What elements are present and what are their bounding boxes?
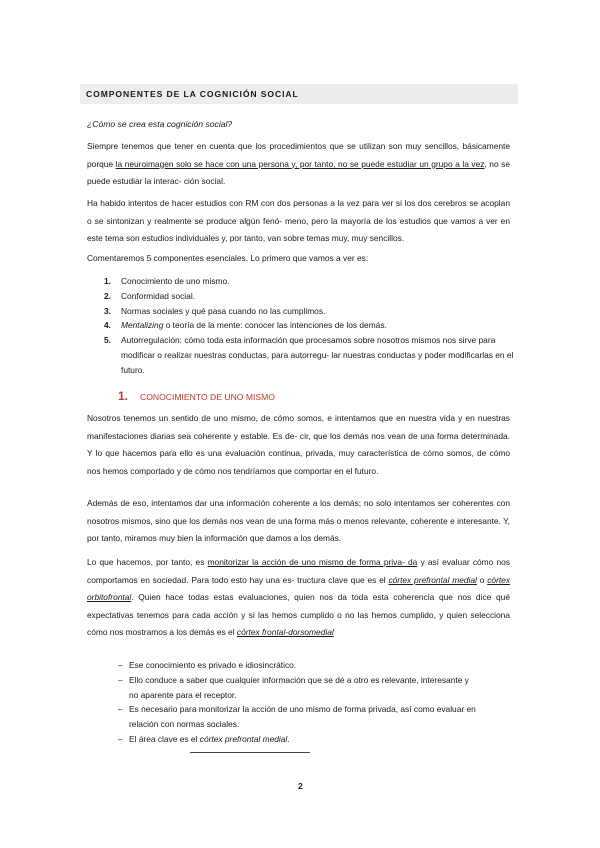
page-number: 2 bbox=[298, 781, 303, 791]
components-list bbox=[104, 274, 514, 378]
p1-text: Siempre tenemos que tener en cuenta que los procedimientos que se utilizan son muy sencillos, básicamente porque bbox=[87, 141, 510, 169]
heading-text: CONOCIMIENTO DE UNO MISMO bbox=[140, 392, 275, 402]
paragraph-coherence: Además de eso, intentamos dar una información coherente a los demás; no solo intentamos ser coherentes con nosotros mismos, sino que los demás nos vean de una forma más o menos relevante, coherente e interesante. Y, por tanto, miramos muy bien la información que damos a los demás. bbox=[87, 498, 510, 544]
list-item: – Es necesario para monitorizar la acción de uno mismo de forma privada, así como evaluar en relación con normas sociales. bbox=[118, 702, 478, 732]
list-item: 3. Normas sociales y qué pasa cuando no las cumplimos. bbox=[104, 305, 326, 316]
paragraph-procedures bbox=[87, 138, 510, 191]
footnote-divider bbox=[190, 752, 310, 753]
section-heading bbox=[118, 389, 275, 403]
list-item: 2. Conformidad social. bbox=[104, 290, 196, 301]
heading-number: 1. bbox=[118, 389, 129, 403]
paragraph-rm-studies: Ha habido intentos de hacer estudios con RM con dos personas a la vez para ver si los dos cerebros se acoplan o se sintonizan y realmente se produce algún fenó- meno, pero la mayoría de los estudios que vamos a ver en este tema son estudios individuales y, por tanto, van sobre temas muy, muy sencillos. bbox=[87, 198, 510, 244]
section-title-bar bbox=[80, 84, 518, 104]
list-item: – El área clave es el córtex prefrontal medial. bbox=[118, 732, 478, 747]
p1-text-end: , no se puede estudiar la interac- ción social. bbox=[87, 158, 510, 187]
list-item: 4. Mentalizing o teoría de la mente: conocer las intenciones de los demás. bbox=[104, 320, 387, 331]
paragraph-intro-components: Comentaremos 5 componentes esenciales. Lo primero que vamos a ver es: bbox=[87, 253, 369, 263]
list-item: 1. Conocimiento de uno mismo. bbox=[104, 276, 230, 286]
p1-underlined: la neuroimagen solo se hace con una persona y, por tanto, no se puede estudiar un grupo a la vez bbox=[115, 158, 485, 169]
section-title: COMPONENTES DE LA COGNICIÓN SOCIAL bbox=[86, 89, 299, 99]
list-item: 5. Autorregulación: cómo toda esta información que procesamos sobre nosotros mismos nos sirve para modificar o realizar nuestras conductas, para autorregu- lar nuestras conductas y poder modificarlas en el futuro. bbox=[104, 335, 514, 375]
list-item: – Ello conduce a saber que cualquier información que se dé a otro es relevante, interesante y no aparente para el receptor. bbox=[118, 673, 478, 703]
list-item: – Ese conocimiento es privado e idiosincrático. bbox=[118, 658, 478, 673]
paragraph-self-sense: Nosotros tenemos un sentido de uno mismo, de cómo somos, e intentamos que en nuestra vida y en nuestras manifestaciones diarias sea coherente y estable. Es de- cir, que los demás nos vean de una forma determinada. Y lo que hacemos para ello es una evaluación continua, privada, muy característica de cómo somos, de cómo nos hemos comportado y de cómo nos tendríamos que comportar en el futuro. bbox=[87, 413, 510, 476]
paragraph-monitoring: Lo que hacemos, por tanto, es monitorizar la acción de uno mismo de forma priva- da y así evaluar cómo nos comportamos en sociedad. Para todo esto hay una es- tructura clave que es el córtex prefrontal medial o córtex orbitofrontal. Quien hace todas estas evaluaciones, quien nos da toda esta coherencia que nos dice qué expectativas tenemos para cada acción y si las hemos cumplido o no las hemos cumplido, y quien selecciona cómo nos mostramos a los demás es el córtex frontal-dorsomedial bbox=[87, 557, 511, 638]
subtitle-question: ¿Cómo se crea esta cognición social? bbox=[87, 119, 233, 129]
summary-bullets bbox=[118, 658, 478, 747]
